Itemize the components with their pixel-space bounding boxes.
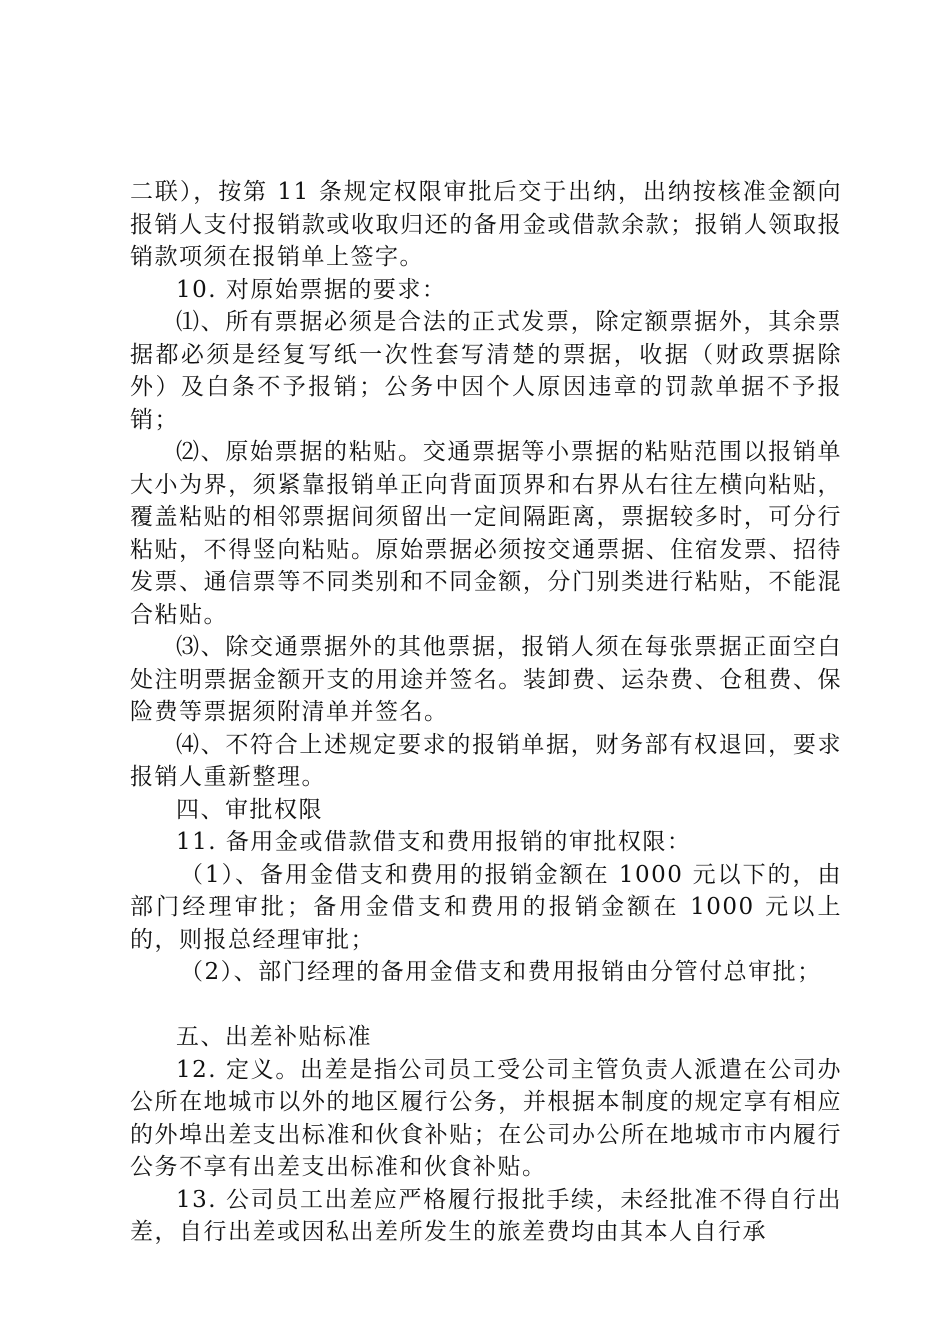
paragraph-item-10-1: ⑴、所有票据必须是合法的正式发票，除定额票据外，其余票据都必须是经复写纸一次性套写清楚的票据，收据（财政票据除外）及白条不予报销；公务中因个人原因违章的罚款单据不予报销； [130, 309, 842, 433]
paragraph-continued: 二联），按第 11 条规定权限审批后交于出纳，出纳按核准金额向报销人支付报销款或收取归还的备用金或借款余款；报销人领取报销款项须在报销单上签字。 [130, 179, 842, 270]
paragraph-item-11-1: （1）、备用金借支和费用的报销金额在 1000 元以下的，由部门经理审批；备用金借支和费用的报销金额在 1000 元以上的，则报总经理审批； [130, 861, 842, 953]
paragraph-item-10-4: ⑷、不符合上述规定要求的报销单据，财务部有权退回，要求报销人重新整理。 [130, 731, 842, 790]
document-body [130, 176, 842, 1249]
paragraph-item-10-2: ⑵、原始票据的粘贴。交通票据等小票据的粘贴范围以报销单大小为界，须紧靠报销单正向背面顶界和右界从右往左横向粘贴，覆盖粘贴的相邻票据间须留出一定间隔距离，票据较多时，可分行粘贴，不得竖向粘贴。原始票据必须按交通票据、住宿发票、招待发票、通信票等不同类别和不同金额，分门别类进行粘贴，不能混合粘贴。 [130, 439, 842, 628]
paragraph-item-10: 10. 对原始票据的要求： [176, 276, 447, 303]
paragraph-item-11: 11. 备用金或借款借支和费用报销的审批权限： [176, 829, 692, 855]
paragraph-item-10-3: ⑶、除交通票据外的其他票据，报销人须在每张票据正面空白处注明票据金额开支的用途并签名。装卸费、运杂费、仓租费、保险费等票据须附清单并签名。 [130, 634, 842, 725]
paragraph-item-13: 13. 公司员工出差应严格履行报批手续，未经批准不得自行出差，自行出差或因私出差所发生的旅差费均由其本人自行承 [130, 1186, 842, 1245]
blank-line [130, 989, 842, 1022]
paragraph-item-11-2: （2）、部门经理的备用金借支和费用报销由分管付总审批； [180, 959, 822, 985]
section-heading-5: 五、出差补贴标准 [176, 1024, 372, 1050]
section-heading-4: 四、审批权限 [176, 796, 323, 823]
paragraph-item-12: 12. 定义。出差是指公司员工受公司主管负责人派遣在公司办公所在地城市以外的地区履行公务，并根据本制度的规定享有相应的外埠出差支出标准和伙食补贴；在公司办公所在地城市市内履行公务不享有出差支出标准和伙食补贴。 [130, 1056, 842, 1180]
